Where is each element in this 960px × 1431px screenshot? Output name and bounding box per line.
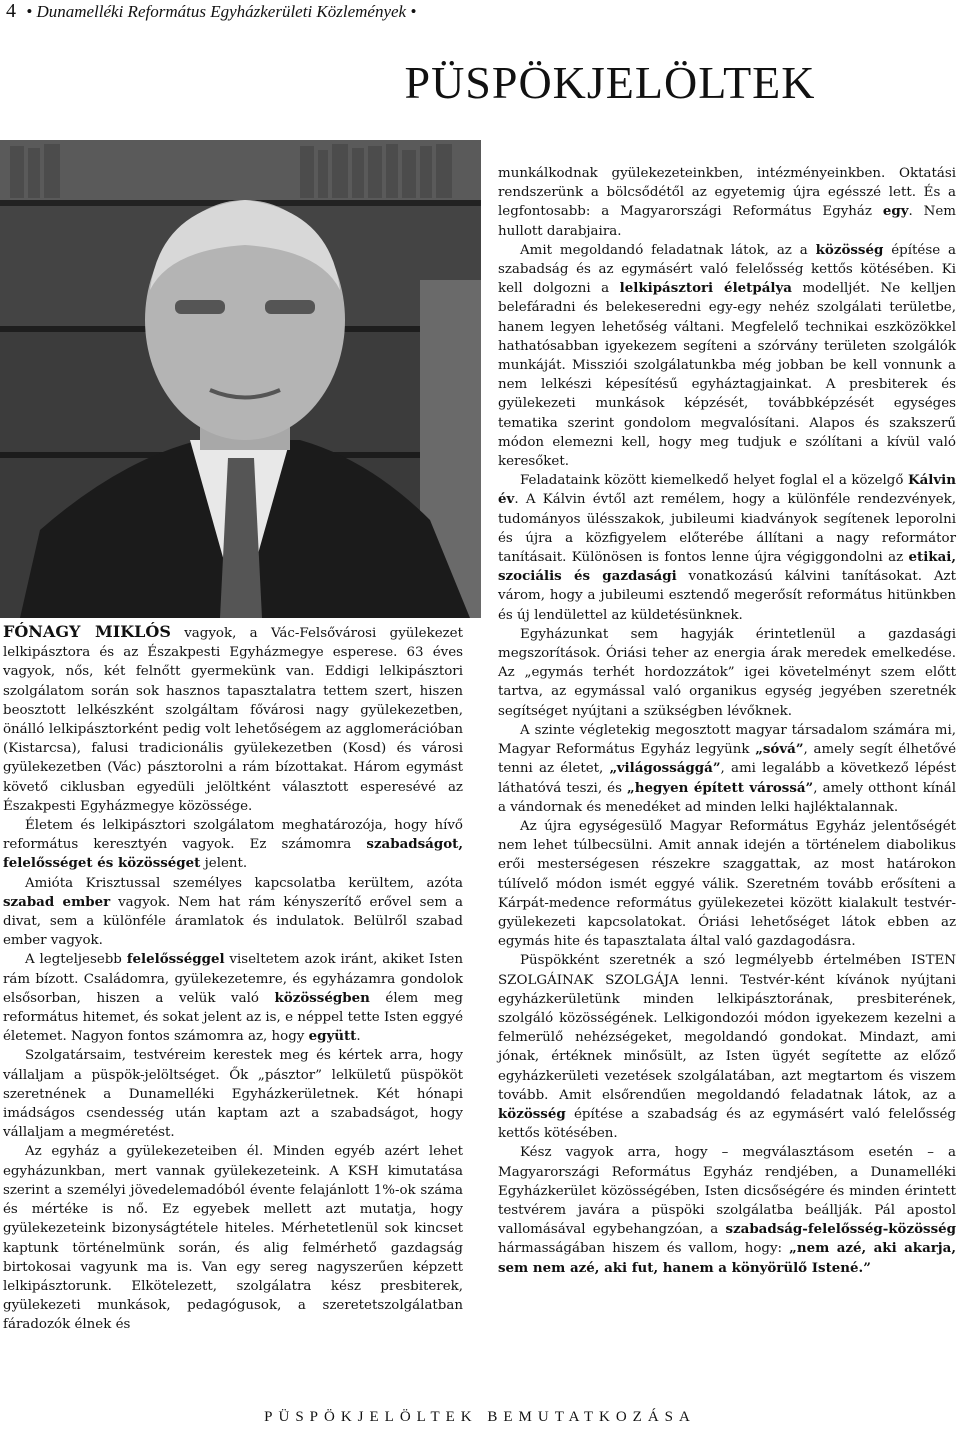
right-paragraph-3: Feladataink között kiemelkedő helyet foglal el a közelgő Kálvin év. A Kálvin évtől azt remélem, hogy a különféle rendezvények, tudományos ülésszakok, jubileumi kiadványok segítenek leporolni és újra a közfigyelem előterébe állítani a nagy reformátor tanításait. Különösen is fontos lenne újra végiggondolni az etikai, szociális és gazdasági vonatkozású kálvini tanításokat. Azt várom, hogy a jubileumi esztendő megerősít református hitünkben és új lendülettel az küldetésünknek.: [498, 472, 956, 623]
right-paragraph-4: Egyházunkat sem hagyják érintetlenül a gazdasági megszorítások. Óriási teher az energia árak meredek emelkedése. Az „egymás terhét hordozzátok” igei követelményt szem előtt tartva, az egymással való organikus egység jegyében szeretnék segítséget nyújtani a szükségben lévőknek.: [498, 626, 956, 719]
left-paragraph-2: Életem és lelkipásztori szolgálatom meghatározója, hogy hívő református keresztyén vagyok. Ez számomra szabadságot, felelősséget és közösséget jelent.: [3, 818, 463, 872]
left-paragraph-5: Szolgatársaim, testvéreim kerestek meg és kértek arra, hogy vállaljam a püspök-jelöltséget. Ők „pásztor” lelkületű püspököt szeretnének a Dunamelléki Egyházkerületnek. Két hónapi imádságos csendesség után kaptam azt a szabadságot, hogy vállaljam a megméretést.: [3, 1048, 463, 1141]
left-paragraph-6: Az egyház a gyülekezeteiben él. Minden egyéb azért lehet egyházunkban, mert vannak gyülekezeteink. A KSH kimutatása szerint a személyi jövedelemadóból évente felajánlott 1%-ok száma és mértéke is nő. Ez egyebek mellett azt mutatja, hogy gyülekezeteink bizonyságtétele hiteles. Mérhetetlenül sok kincset kaptunk történelmünk során, és alig felmérhető gazdagság birtokosai vagyunk ma is. Van egy sereg nagyszerűen képzett lelkipásztorunk. Elkötelezett, szolgálatra kész presbiterek, gyülekezeti munkások, pedagógusok, a szeretetszolgálatban fáradozók élnek és: [3, 1144, 463, 1333]
page-title: PÜSPÖKJELÖLTEK: [404, 57, 816, 108]
author-name: FÓNAGY MIKLÓS: [3, 622, 171, 641]
left-paragraph-1: FÓNAGY MIKLÓS vagyok, a Vác-Felsővárosi gyülekezet lelkipásztora és az Északpesti Egyházmegye esperese. 63 éves vagyok, nős, két felnőtt gyermekünk van. Eddigi lelkipásztori szolgálatom során sok hasznos tapasztalatra tettem szert, hiszen beosztott lelkészként szolgáltam fővárosi nagy gyülekezetben, önálló lelkipásztorként pedig volt lehetőségem az agglomerációban (Kistarcsa), falusi tradicionális gyülekezetben (Kosd) és városi gyülekezetben (Vác) pásztorolni a rám bízottakat. Három egymást követő ciklusban egyedüli jelöltként választott esperesévé az Északpesti Egyházmegye közössége.: [3, 622, 463, 814]
running-header: [6, 0, 416, 23]
right-paragraph-6: Az újra egységesülő Magyar Református Egyház jelentőségét nem lehet túlbecsülni. Amit annak idején a történelem diabolikus erői mesterségesen részekre szaggattak, az most határokon túlívelő módon ismét eggyé válik. Szeretném tovább erősíteni a Kárpát-medence református gyülekezetei között kialakult testvér-gyülekezeti kapcsolatokat. Óriási lehetőséget látok ebben az egymás hite és tapasztalata által való gazdagodásra.: [498, 818, 956, 950]
right-paragraph-5: A szinte végletekig megosztott magyar társadalom számára mi, Magyar Református Egyház legyünk „sóvá”, amely segít élhetővé tenni az életet, „világossággá”, ami legalább a következő lépést láthatóvá teszi, és „hegyen épített várossá”, amely otthont kínál a vándornak és menedéket ad minden lelki hajléktalannak.: [498, 722, 956, 815]
left-paragraph-4: A legteljesebb felelősséggel viseltetem azok iránt, akiket Isten rám bízott. Családomra, gyülekezetemre, és egyházamra gondolok elsősorban, hiszen a velük való közösségben élem meg református hitemet, és sokat jelent az is, e néppel tette Isten eggyé életemet. Nagyon fontos számomra az, hogy együtt.: [3, 951, 463, 1045]
page-footer: PÜSPÖKJELÖLTEK BEMUTATKOZÁSA: [264, 1409, 696, 1425]
left-paragraph-3: Amióta Krisztussal személyes kapcsolatba kerültem, azóta szabad ember vagyok. Nem hat rám kényszerítő erővel sem a divat, sem a különféle áramlatok és indulatok. Belülről szabad ember vagyok.: [3, 875, 463, 949]
right-paragraph-2: Amit megoldandó feladatnak látok, az a közösség építése a szabadság és az egymásért való felelősség kettős kötésében. Ki kell dolgozni a lelkipásztori életpálya modelljét. Ne kelljen belefáradni és belekeseredni egy-egy nehéz szolgálati területbe, hanem legyen lehetőség váltani. Megfelelő technikai eszközökkel hathatósabban igyekezem segíteni a szórvány területen szolgálók munkáját. Missziói szolgálatunkba még jobban be kell vonnunk a nem lelkészi képesítésű egyháztagjainkat. A presbiterek és gyülekezeti munkások képzését, továbbképzését egységes tematika szerint gondolom megvalósítani. Alapos és szakszerű módon elemezni kell, hogy meg tudjuk e szólítani a kívül való keresőket.: [498, 241, 956, 470]
right-paragraph-1: munkálkodnak gyülekezeteinkben, intézményeinkben. Oktatási rendszerünk a bölcsődétől az egyetemig újra egésszé lett. És a legfontosabb: a Magyarországi Református Egyház egy. Nem hullott darabjaira.: [498, 166, 956, 239]
publication-title: • Dunamelléki Református Egyházkerületi Közlemények •: [26, 2, 417, 21]
portrait-photo: [0, 140, 481, 618]
right-paragraph-7: Püspökként szeretnék a szó legmélyebb értelmében ISTEN SZOLGÁINAK SZOLGÁJA lenni. Testvér-ként kívánok nyújtani egyházkerületünk minden lelkipásztorának, presbiterének, szolgáló közösségének. Lelkigondozói módon igyekezem kezelni a felmerülő nehézségeket, megoldandó gondokat. Mindazt, ami jónak, értéknek minősült, az Isten ügyét segítette az előző egyházkerületi vezetések szolgálatában, azt megtartom és viszem tovább. Amit elsőrendűen megoldandó feladatnak látok, az a közösség építése a szabadság és az egymásért való felelősség kettős kötésében.: [498, 953, 956, 1142]
left-column: [3, 622, 463, 1335]
page-number: 4: [6, 0, 16, 22]
right-column: [498, 164, 956, 1278]
right-paragraph-8: Kész vagyok arra, hogy – megválasztásom esetén – a Magyarországi Református Egyház rendjében, a Dunamelléki Egyházkerület közösségében, Isten dicsőségére és minden érintett testvérem javára a püspöki szolgálatba beállják. Pál apostol vallomásával egybehangzóan, a szabadság-felelősség-közösség hármasságában hiszem és vallom, hogy: „nem azé, aki akarja, sem nem azé, aki fut, hanem a könyörülő Istené.”: [498, 1145, 956, 1276]
